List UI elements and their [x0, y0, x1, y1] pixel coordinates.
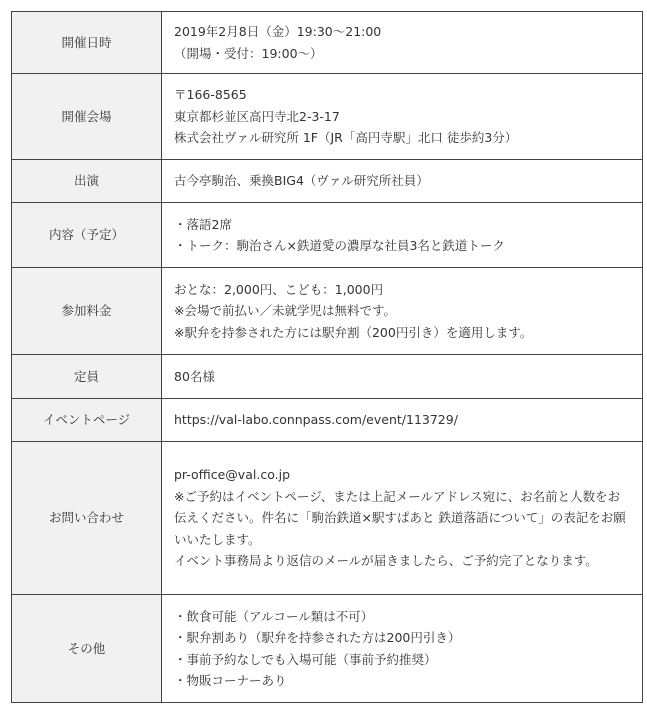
value-line: ・落語2席 — [174, 216, 232, 232]
row-value — [162, 595, 643, 703]
row-label: 内容（予定） — [12, 203, 162, 268]
row-value — [162, 74, 643, 160]
value-line: ・トーク：駒治さん×鉄道愛の濃厚な社員3名と鉄道トーク — [174, 238, 505, 253]
row-value — [162, 442, 643, 595]
row-label: その他 — [12, 595, 162, 703]
value-line: ・駅弁割あり（駅弁を持参された方は200円引き） — [174, 630, 461, 645]
address: 東京都杉並区高円寺北2-3-17 — [174, 108, 340, 124]
table-row-performers — [12, 160, 643, 203]
table-row-capacity — [12, 355, 643, 399]
value-line: ※会場で前払い／未就学児は無料です。 — [174, 303, 396, 319]
row-label: 出演 — [12, 160, 162, 203]
value-line: ・事前予約なしでも入場可能（事前予約推奨） — [174, 651, 437, 667]
table-row-other — [12, 595, 643, 703]
venue-name: 株式会社ヴァル研究所 1F（JR「高円寺駅」北口 徒歩約3分） — [174, 130, 518, 146]
row-label: お問い合わせ — [12, 442, 162, 595]
value-line: 80名様 — [174, 368, 215, 384]
row-value — [162, 12, 643, 74]
value-line: イベント事務局より返信のメールが届きましたら、ご予約完了となります。 — [174, 553, 598, 569]
table-row-event-page — [12, 399, 643, 442]
event-page-link[interactable]: https://val-labo.connpass.com/event/113729/ — [174, 412, 458, 428]
value-line: ※駅弁を持参された方には駅弁割（200円引き）を適用します。 — [174, 324, 533, 340]
row-value — [162, 355, 643, 399]
row-label: 開催会場 — [12, 74, 162, 160]
row-label: 定員 — [12, 355, 162, 399]
row-value — [162, 160, 643, 203]
value-line: ・物販コーナーあり — [174, 673, 287, 688]
table-row-date — [12, 12, 643, 74]
contact-email[interactable]: pr-office@val.co.jp — [174, 467, 290, 483]
table-row-fee — [12, 268, 643, 355]
value-line: 2019年2月8日（金）19:30〜21:00 — [174, 24, 382, 39]
value-line: ※ご予約はイベントページ、または上記メールアドレス宛に、お名前と人数をお伝えください。件名に「駒治鉄道×駅すぱあと 鉄道落語について」の表記をお願いいたします。 — [174, 488, 626, 547]
row-label: 参加料金 — [12, 268, 162, 355]
row-value — [162, 399, 643, 442]
table-row-contact — [12, 442, 643, 595]
row-label: イベントページ — [12, 399, 162, 442]
value-line: ・飲食可能（アルコール類は不可） — [174, 608, 374, 624]
row-value — [162, 203, 643, 268]
event-info-table — [11, 11, 643, 703]
table-row-venue — [12, 74, 643, 160]
row-label: 開催日時 — [12, 12, 162, 74]
value-line: 古今亭駒治、乗換BIG4（ヴァル研究所社員） — [174, 173, 429, 189]
postal-code: 〒166-8565 — [174, 87, 247, 103]
row-value — [162, 268, 643, 355]
value-line: おとな：2,000円、こども：1,000円 — [174, 281, 384, 297]
table-row-content — [12, 203, 643, 268]
value-line: （開場・受付：19:00〜） — [174, 45, 323, 61]
